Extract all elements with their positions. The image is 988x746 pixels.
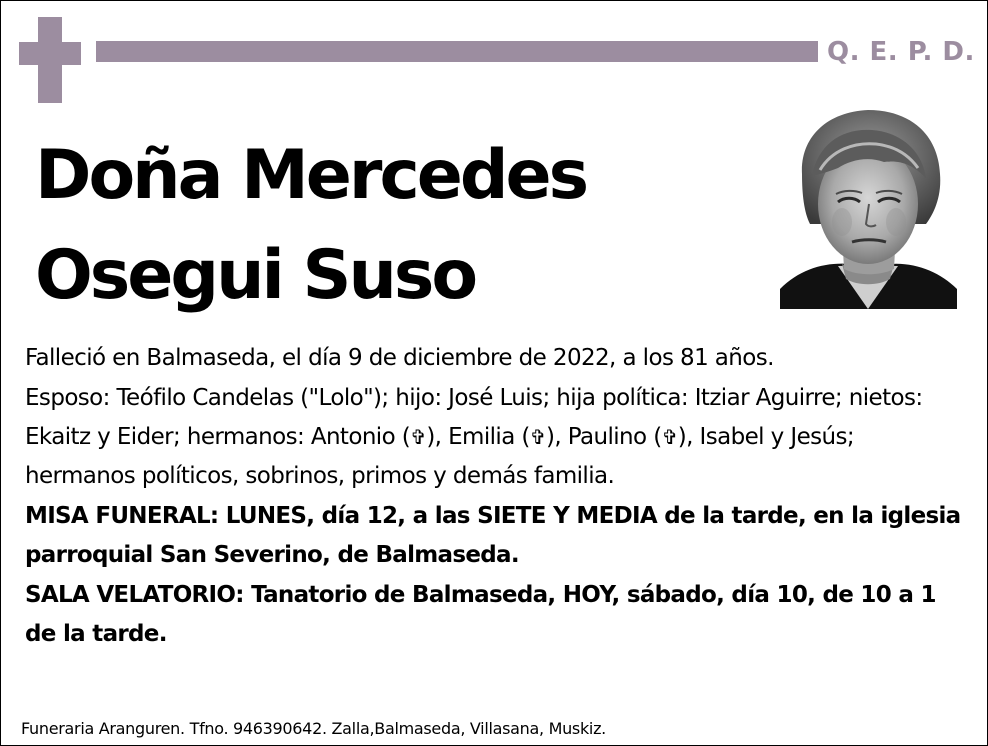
family-list-part2: ), Emilia (: [426, 424, 530, 450]
header-rule: [96, 41, 818, 62]
funeral-mass: MISA FUNERAL: LUNES, día 12, a las SIETE Y MEDIA de la tarde, en la iglesia parroquial San Severino, de Balmaseda.: [25, 503, 961, 568]
deceased-cross-icon: ✞: [661, 425, 678, 449]
death-notice: Falleció en Balmaseda, el día 9 de diciembre de 2022, a los 81 años.: [25, 345, 774, 371]
family-list-part4: ), Isabel y Jesús; hermanos políticos, sobrinos, primos y demás familia.: [25, 424, 855, 489]
notice-body: [25, 339, 965, 655]
family-list-part3: ), Paulino (: [545, 424, 662, 450]
funeral-home-footer: Funeraria Aranguren. Tfno. 946390642. Zalla,Balmaseda, Villasana, Muskiz.: [21, 719, 606, 738]
deceased-cross-icon: ✞: [529, 425, 546, 449]
family-list: [25, 379, 965, 496]
deceased-name-line2: Osegui Suso: [35, 236, 476, 315]
header-label: Q. E. P. D.: [827, 37, 975, 67]
portrait-photo: [780, 104, 957, 309]
deceased-cross-icon: ✞: [410, 425, 427, 449]
portrait-photo-icon: [780, 104, 957, 309]
deceased-name-line1: Doña Mercedes: [35, 136, 587, 215]
family-list-part1: Esposo: Teófilo Candelas ("Lolo"); hijo: José Luis; hija política: Itziar Aguirre; nietos: Ekaitz y Eider; hermanos: Antonio (: [25, 385, 923, 450]
wake-room: SALA VELATORIO: Tanatorio de Balmaseda, HOY, sábado, día 10, de 10 a 1 de la tarde.: [25, 582, 936, 647]
cross-horizontal-bar: [19, 42, 81, 65]
cross-icon: [19, 17, 81, 103]
